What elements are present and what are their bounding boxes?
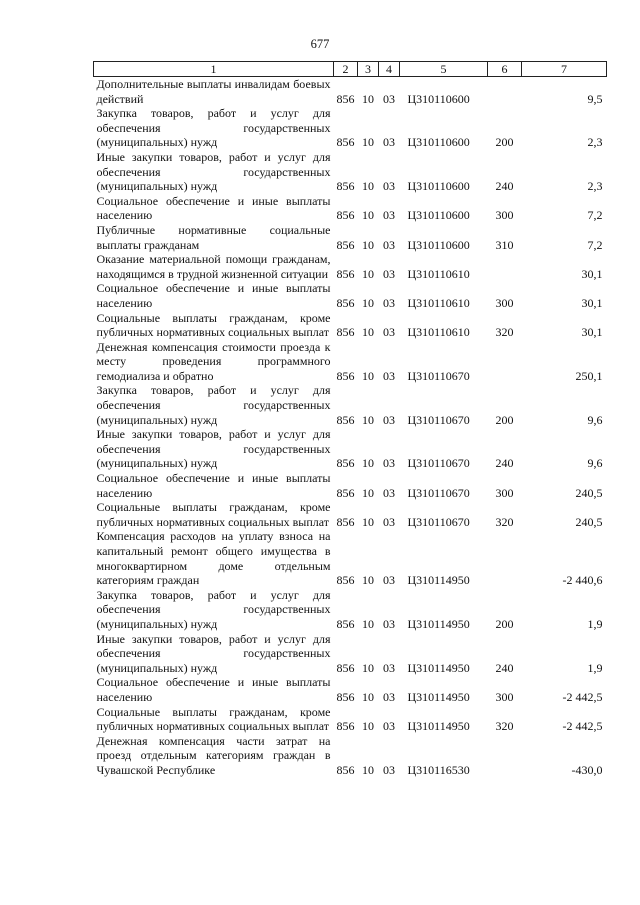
budget-table: [93, 61, 607, 778]
row-col3: 10: [362, 456, 374, 471]
table-row: [94, 223, 607, 252]
row-value: 2,3: [587, 135, 603, 150]
row-col4: 03: [383, 573, 395, 588]
row-col2: 856: [336, 295, 355, 310]
row-col3: 10: [362, 208, 374, 223]
row-col3: 10: [362, 660, 374, 675]
row-col4: 03: [383, 237, 395, 252]
row-col3: 10: [362, 325, 374, 340]
row-value: 240,5: [575, 485, 603, 500]
row-target-code: Ц310110600: [407, 237, 470, 252]
row-value: -430,0: [571, 762, 603, 777]
row-expense-type: 320: [495, 719, 514, 734]
row-name: Социальное обеспечение и иные выплаты населению: [96, 193, 331, 223]
row-target-code: Ц310110670: [407, 485, 470, 500]
row-col2: 856: [336, 573, 355, 588]
header-cell-1: 1: [94, 62, 334, 77]
row-value: 30,1: [581, 295, 603, 310]
row-expense-type: 240: [495, 179, 514, 194]
row-value: 7,2: [587, 237, 603, 252]
header-cell-4: 4: [379, 62, 400, 77]
row-expense-type: 200: [495, 412, 514, 427]
table-row: [94, 252, 607, 281]
row-col2: 856: [336, 762, 355, 777]
row-col2: 856: [336, 179, 355, 194]
row-col4: 03: [383, 762, 395, 777]
row-value: -2 442,5: [562, 719, 603, 734]
row-col4: 03: [383, 485, 395, 500]
table-row: [94, 675, 607, 704]
row-col2: 856: [336, 412, 355, 427]
table-row: [94, 281, 607, 310]
row-expense-type: 240: [495, 456, 514, 471]
row-value: 2,3: [587, 179, 603, 194]
table-row: [94, 529, 607, 587]
row-col4: 03: [383, 616, 395, 631]
row-col3: 10: [362, 689, 374, 704]
row-name: Социальное обеспечение и иные выплаты населению: [96, 675, 331, 704]
row-col2: 856: [336, 266, 355, 281]
row-col4: 03: [383, 91, 395, 106]
row-name: Социальные выплаты гражданам, кроме публичных нормативных социальных выплат: [96, 310, 331, 340]
row-col3: 10: [362, 179, 374, 194]
row-col2: 856: [336, 719, 355, 734]
row-name: Денежная компенсация стоимости проезда к месту проведения программного гемодиализа и обратно: [96, 339, 331, 383]
row-expense-type: 200: [495, 616, 514, 631]
row-name: Закупка товаров, работ и услуг для обеспечения государственных (муниципальных) нужд: [96, 106, 331, 150]
header-cell-3: 3: [358, 62, 379, 77]
row-expense-type: [488, 252, 522, 281]
row-value: -2 440,6: [562, 573, 603, 588]
row-col3: 10: [362, 485, 374, 500]
row-name: Дополнительные выплаты инвалидам боевых действий: [96, 77, 331, 106]
row-col4: 03: [383, 514, 395, 529]
row-name: Социальное обеспечение и иные выплаты населению: [96, 281, 331, 310]
row-col2: 856: [336, 325, 355, 340]
row-value: 250,1: [575, 368, 603, 383]
header-cell-7: 7: [522, 62, 607, 77]
table-row: [94, 427, 607, 471]
row-col3: 10: [362, 514, 374, 529]
header-cell-2: 2: [334, 62, 358, 77]
table-row: [94, 471, 607, 500]
row-target-code: Ц310114950: [407, 689, 470, 704]
row-col3: 10: [362, 295, 374, 310]
row-expense-type: [488, 529, 522, 587]
row-col2: 856: [336, 456, 355, 471]
row-col2: 856: [336, 91, 355, 106]
row-col2: 856: [336, 237, 355, 252]
row-name: Публичные нормативные социальные выплаты гражданам: [96, 222, 331, 252]
row-col4: 03: [383, 295, 395, 310]
row-expense-type: 300: [495, 689, 514, 704]
row-col4: 03: [383, 325, 395, 340]
table-row: [94, 77, 607, 107]
table-row: [94, 500, 607, 529]
table-row: [94, 150, 607, 194]
row-col4: 03: [383, 179, 395, 194]
row-col4: 03: [383, 719, 395, 734]
row-col3: 10: [362, 573, 374, 588]
row-name: Денежная компенсация части затрат на проезд отдельным категориям граждан в Чувашской Республике: [96, 733, 331, 777]
row-col3: 10: [362, 237, 374, 252]
row-target-code: Ц310110670: [407, 456, 470, 471]
row-target-code: Ц310110600: [407, 135, 470, 150]
row-expense-type: [488, 734, 522, 778]
row-name: Социальные выплаты гражданам, кроме публичных нормативных социальных выплат: [96, 500, 331, 529]
row-target-code: Ц310110610: [407, 295, 470, 310]
row-name: Социальные выплаты гражданам, кроме публичных нормативных социальных выплат: [96, 704, 331, 734]
row-value: 240,5: [575, 514, 603, 529]
row-target-code: Ц310110600: [407, 179, 470, 194]
row-target-code: Ц310114950: [407, 660, 470, 675]
row-name: Закупка товаров, работ и услуг для обеспечения государственных (муниципальных) нужд: [96, 587, 331, 631]
row-expense-type: 200: [495, 135, 514, 150]
header-row: [94, 62, 607, 77]
row-col2: 856: [336, 514, 355, 529]
row-value: 30,1: [581, 266, 603, 281]
row-col3: 10: [362, 91, 374, 106]
table-row: [94, 340, 607, 384]
row-expense-type: 300: [495, 208, 514, 223]
table-row: [94, 734, 607, 778]
table-body: [94, 77, 607, 778]
row-expense-type: 240: [495, 660, 514, 675]
row-col2: 856: [336, 660, 355, 675]
page-number: 677: [310, 37, 330, 51]
table-row: [94, 106, 607, 150]
row-name: Иные закупки товаров, работ и услуг для обеспечения государственных (муниципальных) нужд: [96, 149, 331, 194]
row-expense-type: 320: [495, 514, 514, 529]
table-row: [94, 311, 607, 340]
row-col4: 03: [383, 456, 395, 471]
row-target-code: Ц310114950: [407, 616, 470, 631]
row-col4: 03: [383, 135, 395, 150]
row-target-code: Ц310110670: [407, 514, 470, 529]
row-col3: 10: [362, 266, 374, 281]
row-col4: 03: [383, 208, 395, 223]
row-target-code: Ц310110600: [407, 208, 470, 223]
row-target-code: Ц310114950: [407, 573, 470, 588]
row-name: Социальное обеспечение и иные выплаты населению: [96, 471, 331, 500]
row-col2: 856: [336, 208, 355, 223]
row-target-code: Ц310110610: [407, 325, 470, 340]
row-name: Иные закупки товаров, работ и услуг для обеспечения государственных (муниципальных) нужд: [96, 631, 331, 675]
row-expense-type: [488, 77, 522, 107]
row-target-code: Ц310110600: [407, 91, 470, 106]
row-value: 9,6: [587, 412, 603, 427]
row-value: 9,6: [587, 456, 603, 471]
row-value: 30,1: [581, 325, 603, 340]
row-expense-type: [488, 340, 522, 384]
header-cell-6: 6: [488, 62, 522, 77]
table-row: [94, 383, 607, 427]
table-row: [94, 588, 607, 632]
row-col4: 03: [383, 412, 395, 427]
row-value: 1,9: [587, 616, 603, 631]
table-row: [94, 194, 607, 223]
row-col4: 03: [383, 689, 395, 704]
row-expense-type: 300: [495, 295, 514, 310]
row-col3: 10: [362, 412, 374, 427]
row-target-code: Ц310110670: [407, 412, 470, 427]
row-col2: 856: [336, 485, 355, 500]
row-col2: 856: [336, 368, 355, 383]
row-target-code: Ц310114950: [407, 719, 470, 734]
row-col3: 10: [362, 135, 374, 150]
table-header: [94, 62, 607, 77]
row-col2: 856: [336, 135, 355, 150]
header-cell-5: 5: [400, 62, 488, 77]
row-value: 9,5: [587, 91, 603, 106]
row-name: Компенсация расходов на уплату взноса на капитальный ремонт общего имущества в многоквартирном доме отдельным категориям граждан: [96, 529, 331, 588]
row-col4: 03: [383, 368, 395, 383]
row-col2: 856: [336, 616, 355, 631]
row-target-code: Ц310116530: [407, 762, 470, 777]
row-name: Оказание материальной помощи гражданам, находящимся в трудной жизненной ситуации: [96, 252, 331, 281]
row-name: Закупка товаров, работ и услуг для обеспечения государственных (муниципальных) нужд: [96, 383, 331, 427]
row-col2: 856: [336, 689, 355, 704]
row-col4: 03: [383, 266, 395, 281]
row-col3: 10: [362, 719, 374, 734]
table-row: [94, 705, 607, 734]
row-col3: 10: [362, 368, 374, 383]
row-col3: 10: [362, 762, 374, 777]
row-col4: 03: [383, 660, 395, 675]
row-value: 1,9: [587, 660, 603, 675]
row-expense-type: 300: [495, 485, 514, 500]
row-target-code: Ц310110610: [407, 266, 470, 281]
table-row: [94, 632, 607, 676]
row-target-code: Ц310110670: [407, 368, 470, 383]
row-value: -2 442,5: [562, 689, 603, 704]
row-col3: 10: [362, 616, 374, 631]
row-expense-type: 320: [495, 325, 514, 340]
row-value: 7,2: [587, 208, 603, 223]
row-expense-type: 310: [495, 237, 514, 252]
row-name: Иные закупки товаров, работ и услуг для обеспечения государственных (муниципальных) нужд: [96, 427, 331, 471]
